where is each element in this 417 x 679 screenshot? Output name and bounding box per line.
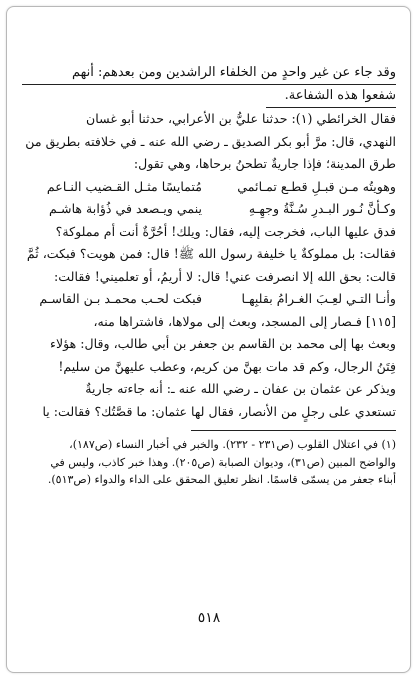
intro-line-2: شفعوا هذه الشفاعة. [284,88,396,103]
body-line: طرق المدينة؛ فإذا جاريةٌ تطحنُ برحاها، وهي تقول: [133,156,396,171]
body-line: النهدي، قال: مرَّ أبو بكر الصديق ـ رضي الله عنه ـ في خلافته بطريق من [25,133,396,149]
body-line: قالت: بحق الله إلا انصرفت عني! قال: لا أريمُ، أو تعلميني! فقالت: [54,268,396,284]
book-page [22,62,396,626]
verse-first-hemistich: وأنـا التـي لعِـبَ الغـرامُ بقلبِهـا [241,291,396,306]
poem-verse [22,288,396,311]
verse-second-hemistich: فبكت لحـب محمـد بـن القاسـم [39,291,202,306]
footnote-separator [191,430,396,431]
body-line: فقالت: بل مملوكةٌ يا خليفة رسول الله ﷺ! قال: فمن هويت؟ فبكت، ثُمَّ [26,246,396,261]
intro-line-1: وقد جاء عن غير واحدٍ من الخلفاء الراشدين ومن بعدهم: أنهم [71,65,396,80]
body-line: فِتَنُ الرجال، وكم قد مات بهنَّ من كريم، وعطب عليهنَّ من سليم! [58,358,396,374]
verse-second-hemistich: مُتمايسًا مثـل القـضيب النـاعم [46,178,202,194]
footnote-line: (١) في اعتلال القلوب (ص٢٣١ - ٢٣٢). والخبر في أخبار النساء (ص١٨٧)، [69,438,396,451]
poem-verse [22,176,396,199]
body-line: وبعث بها إلى محمد بن القاسم بن جعفر بن أبي طالب، وقال: هؤلاء [50,336,396,351]
verse-first-hemistich: وكـأنَّ نُـور البـدرِ سُـنَّةُ وجهِـهِ [248,201,396,216]
body-line: تستعدي على رجلٍ من الأنصار، فقال لها عثمان: ما قصَّتُك؟ فقالت: يا [42,403,396,419]
verse-second-hemistich: ينمي ويـصعد في ذُؤابة هاشـم [48,201,202,216]
page-number: ٥١٨ [197,610,221,626]
body-line: فدق عليها الباب، فخرجت إليه، فقال: ويلك! أحُرَّةٌ أنت أم مملوكة؟ [55,223,396,239]
footnote-line: والواضح المبين (ص٣١)، وديوان الصبابة (ص٢٠٥). وهذا خبر كاذب، وليس في [50,455,396,469]
poem-verse [22,198,396,221]
verse-first-hemistich: وهويتُه مـن قبـلِ قطـع تمـائمي [237,178,396,194]
body-line: فقال الخرائطي (١): حدثنا عليُّ بن الأعرابي، حدثنا أبو غسان [86,111,396,126]
body-line: ويذكر عن عثمان بن عفان ـ رضي الله عنه ـ: أنه جاءته جاريةٌ [85,381,396,396]
footnote-line: أبناء جعفر من يسمّى قاسمًا. انظر تعليق المحقق على الداء والدواء (ص٥١٣). [47,473,396,486]
body-line: [١١٥] فـصار إلى المسجد، وبعث إلى مولاها، فاشتراها منه، [93,313,396,329]
